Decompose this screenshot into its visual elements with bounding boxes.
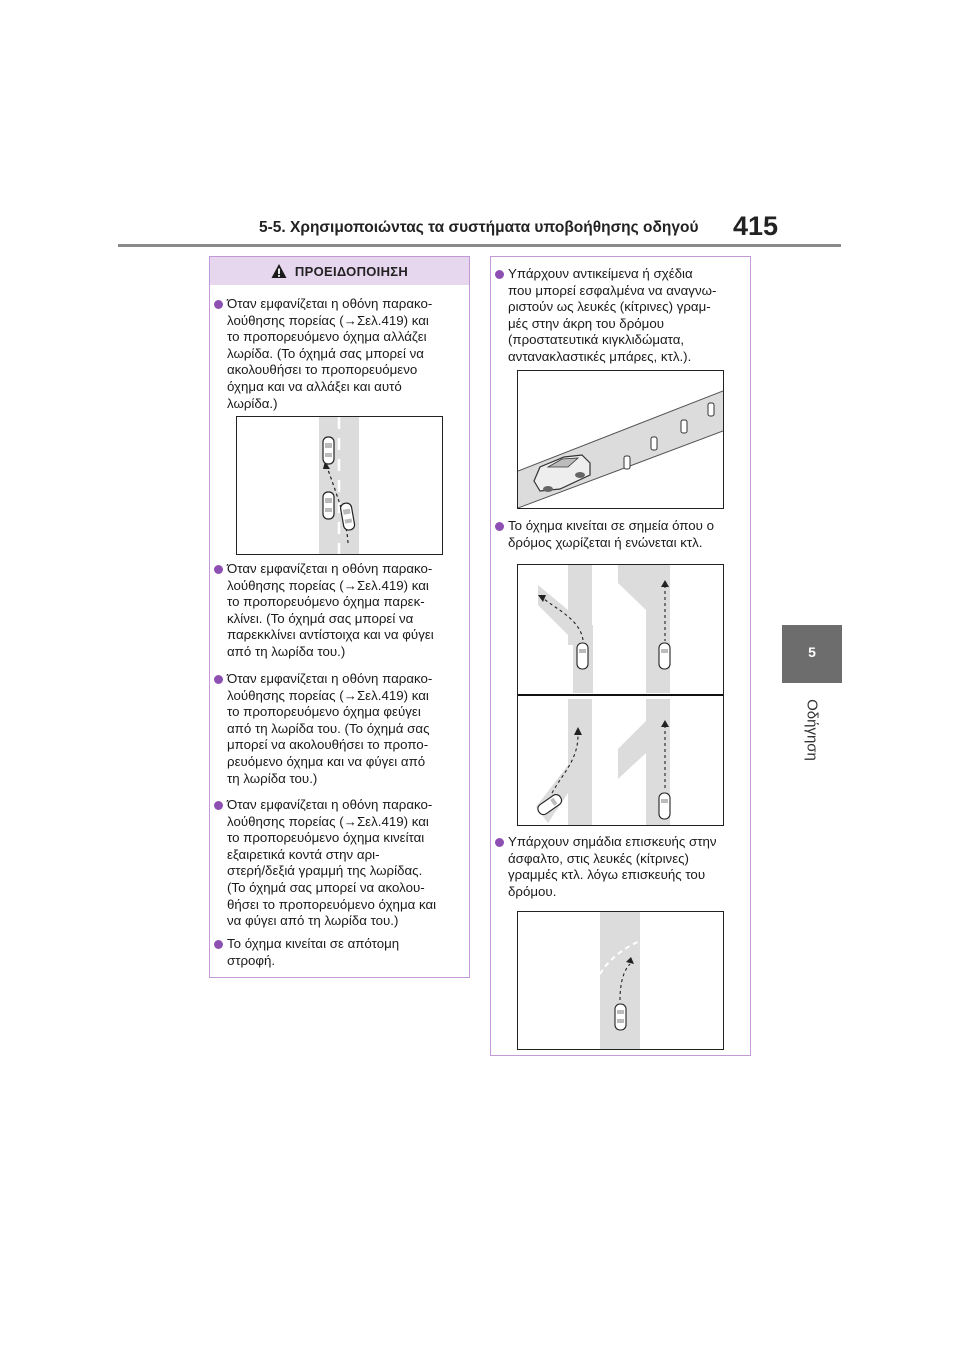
guardrail-figure xyxy=(517,370,724,509)
right-item: Υπάρχουν αντικείμενα ή σχέδια που μπορεί εσφαλμένα να αναγνω- ριστούν ως λευκές (κίτρινες) γραμ- μές στην άκρη του δρόμου (προστατευτικά κιγκλιδώματα, αντανακλαστικές μπάρες, κτλ.). xyxy=(508,266,716,366)
chapter-tab[interactable]: 5 xyxy=(782,625,842,683)
warning-item: Όταν εμφανίζεται η οθόνη παρακο- λούθησης πορείας (→Σελ.419) και το προπορευόμενο όχημα παρεκ- κλίνει. (Το όχημά σας μπορεί να παρεκκλίνει αντίστοιχα και να φύγει από τη λωρίδα του.) xyxy=(227,561,434,661)
car-icon xyxy=(323,437,334,464)
right-item: Το όχημα κινείται σε σημεία όπου ο δρόμος χωρίζεται ή ενώνεται κτλ. xyxy=(508,518,714,551)
bullet-icon xyxy=(214,675,223,684)
warning-item: Όταν εμφανίζεται η οθόνη παρακο- λούθησης πορείας (→Σελ.419) και το προπορευόμενο όχημα κινείται εξαιρετικά κοντά στην αρι- στερή/δεξιά γραμμή της λωρίδας. (Το όχημά σας μπορεί να ακολου- θήσει το προπορευόμενο όχημα και να φύγει από τη λωρίδα του.) xyxy=(227,797,436,930)
bullet-icon xyxy=(214,300,223,309)
warning-title: ΠΡΟΕΙΔΟΠΟΙΗΣΗ xyxy=(294,263,409,279)
car-icon xyxy=(659,643,670,669)
car-icon xyxy=(534,455,590,492)
section-title: 5-5. Χρησιμοποιώντας τα συστήματα υποβοήθησης οδηγού xyxy=(259,219,699,236)
warning-item: Όταν εμφανίζεται η οθόνη παρακο- λούθησης πορείας (→Σελ.419) και το προπορευόμενο όχημα αλλάζει λωρίδα. (Το όχημά σας μπορεί να ακολουθήσει το προπορευόμενο όχημα και να αλλάξει και αυτό λωρίδα.) xyxy=(227,296,432,412)
chapter-label: Οδήγηση xyxy=(803,699,821,761)
car-icon xyxy=(323,492,334,519)
car-icon xyxy=(577,643,588,669)
road-repair-figure xyxy=(517,911,724,1050)
car-icon xyxy=(615,1004,626,1030)
warning-box xyxy=(209,256,470,978)
bullet-icon xyxy=(495,522,504,531)
bullet-icon xyxy=(214,940,223,949)
bullet-icon xyxy=(214,565,223,574)
warning-header xyxy=(210,257,469,285)
page-number: 415 xyxy=(733,211,779,241)
bullet-icon xyxy=(495,270,504,279)
car-icon xyxy=(659,793,670,819)
bullet-icon xyxy=(495,838,504,847)
warning-item: Όταν εμφανίζεται η οθόνη παρακο- λούθησης πορείας (→Σελ.419) και το προπορευόμενο όχημα φεύγει από τη λωρίδα του. (Το όχημά σας μπορεί να ακολουθήσει το προπο- ρευόμενο όχημα και να φύγει από τη λωρίδα του.) xyxy=(227,671,432,787)
warning-icon xyxy=(271,263,287,279)
header-rule xyxy=(118,244,841,247)
right-item: Υπάρχουν σημάδια επισκευής στην άσφαλτο, στις λευκές (κίτρινες) γραμμές κτλ. λόγω επισκευής του δρόμου. xyxy=(508,834,717,900)
warning-item: Το όχημα κινείται σε απότομη στροφή. xyxy=(227,936,399,969)
bullet-icon xyxy=(214,801,223,810)
lane-change-figure xyxy=(236,416,443,555)
right-box xyxy=(490,256,751,1056)
junction-figure xyxy=(517,564,724,826)
